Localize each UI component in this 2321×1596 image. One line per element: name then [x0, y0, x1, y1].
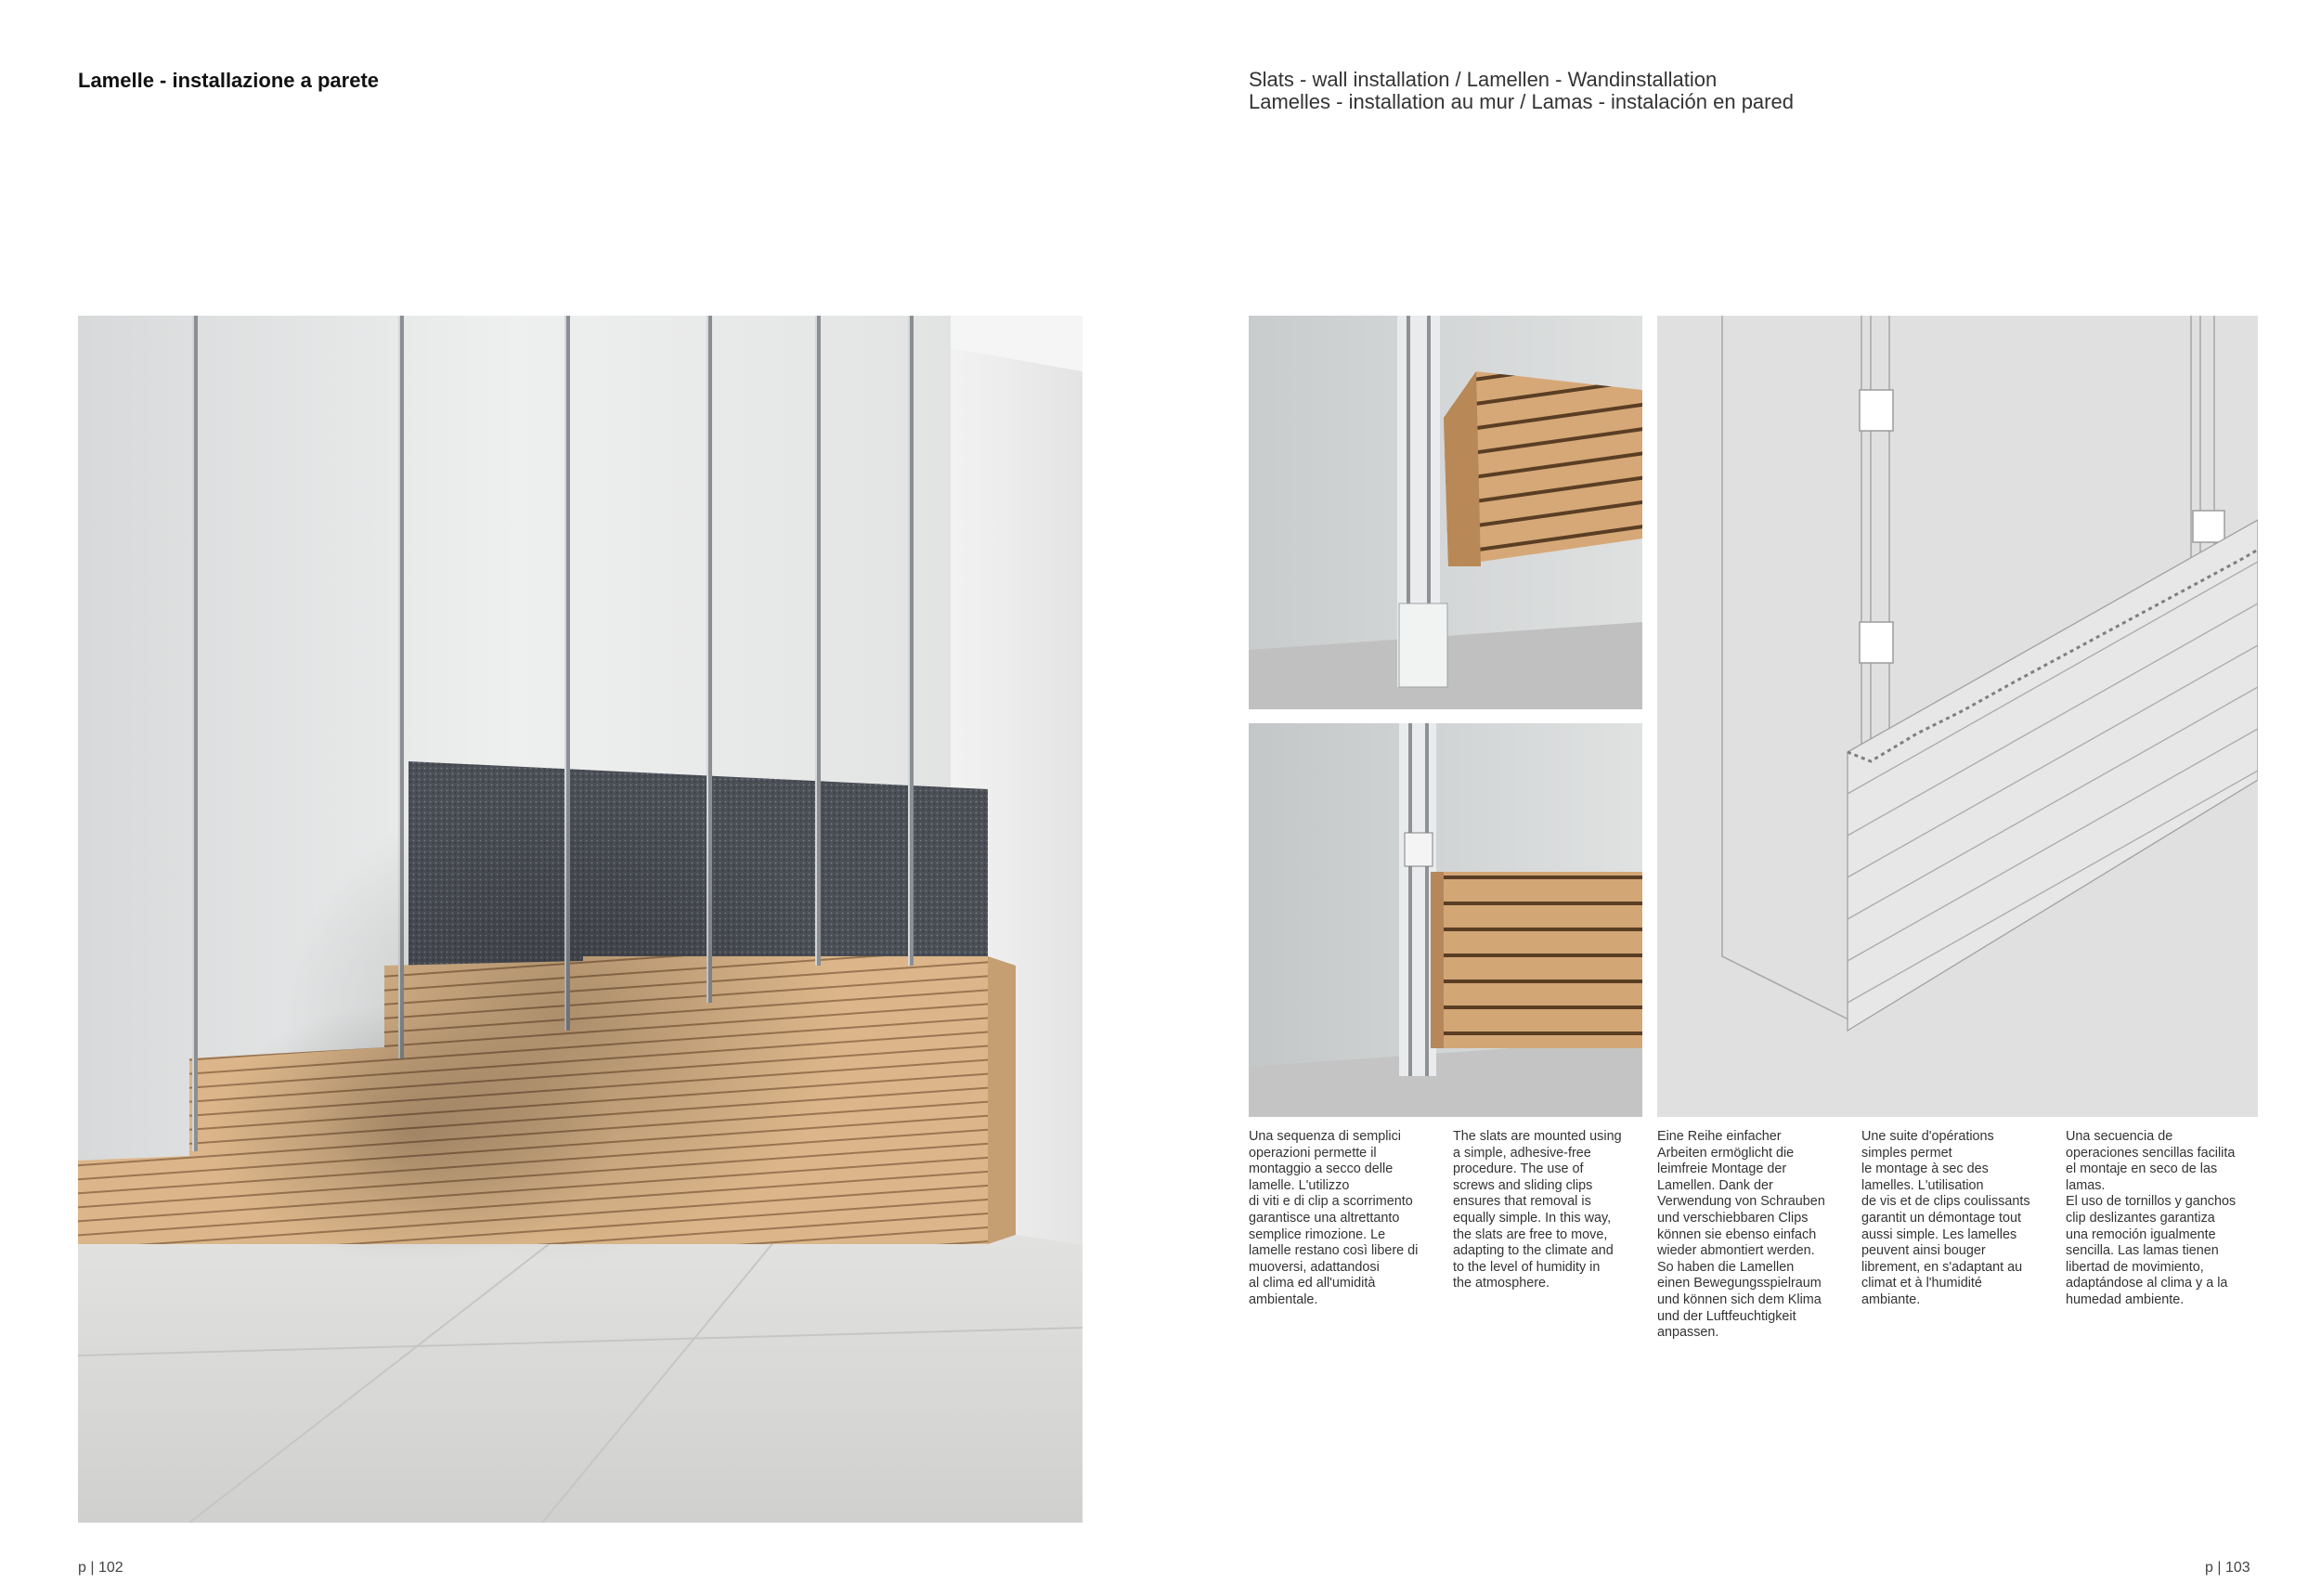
- slat-clip-detail-photo-top: [1249, 316, 1642, 709]
- page-title-italian: Lamelle - installazione a parete: [78, 69, 380, 92]
- slat-clip-detail-photo-bottom: [1249, 723, 1642, 1117]
- rail-and-slat-axonometric-drawing: [1657, 316, 2258, 1117]
- slat-mounting-illustration-bottom: [1249, 723, 1642, 1117]
- description-french: Une suite d'opérations simples permet le montage à sec des lamelles. L'utilisation de vis et de clips coulissants garantit un démontage tout aussi simple. Les lamelles peuvent ainsi bouger librement, en s'adaptant au climat et à l'humidité ambiante.: [1861, 1129, 2030, 1307]
- description-english: The slats are mounted using a simple, adhesive-free procedure. The use of screws and sliding clips ensures that removal is equally simple. In this way, the slats are free to move, adapting to the climate and to the level of humidity in the atmosphere.: [1453, 1129, 1622, 1291]
- description-italian: Una sequenza di semplici operazioni permette il montaggio a secco delle lamelle. L'utilizzo di viti e di clip a scorrimento garantisce una altrettanto semplice rimozione. Le lamelle restano così libere di muoversi, adattandosi al clima ed all'umidità ambientale.: [1249, 1129, 1419, 1307]
- installation-technical-diagram: [1657, 316, 2258, 1117]
- page-number-left: p | 102: [78, 1560, 123, 1576]
- title-line-1: Slats - wall installation / Lamellen - Wandinstallation: [1249, 68, 1718, 91]
- description-german: Eine Reihe einfacher Arbeiten ermöglicht die leimfreie Montage der Lamellen. Dank der Verwendung von Schrauben und verschiebbaren Clips können sie ebenso einfach wieder abmontiert werden. So haben die Lamellen einen Bewegungsspielraum und können sich dem Klima und der Luftfeuchtigkeit anpassen.: [1657, 1129, 1825, 1341]
- description-spanish: Una secuencia de operaciones sencillas facilita el montaje en seco de las lamas. El uso de tornillos y ganchos clip deslizantes garantiza una remoción igualmente sencilla. Las lamas tienen libertad de movimiento, adaptándose al clima y a la humedad ambiente.: [2066, 1129, 2237, 1307]
- page-title-multilingual: [1249, 69, 1794, 113]
- slat-mounting-illustration-top: [1249, 316, 1642, 709]
- page-number-right: p | 103: [2205, 1560, 2250, 1576]
- title-line-2: Lamelles - installation au mur / Lamas - instalación en pared: [1249, 90, 1794, 113]
- room-installation-photo: [78, 316, 1083, 1523]
- room-installation-illustration: [78, 316, 1083, 1523]
